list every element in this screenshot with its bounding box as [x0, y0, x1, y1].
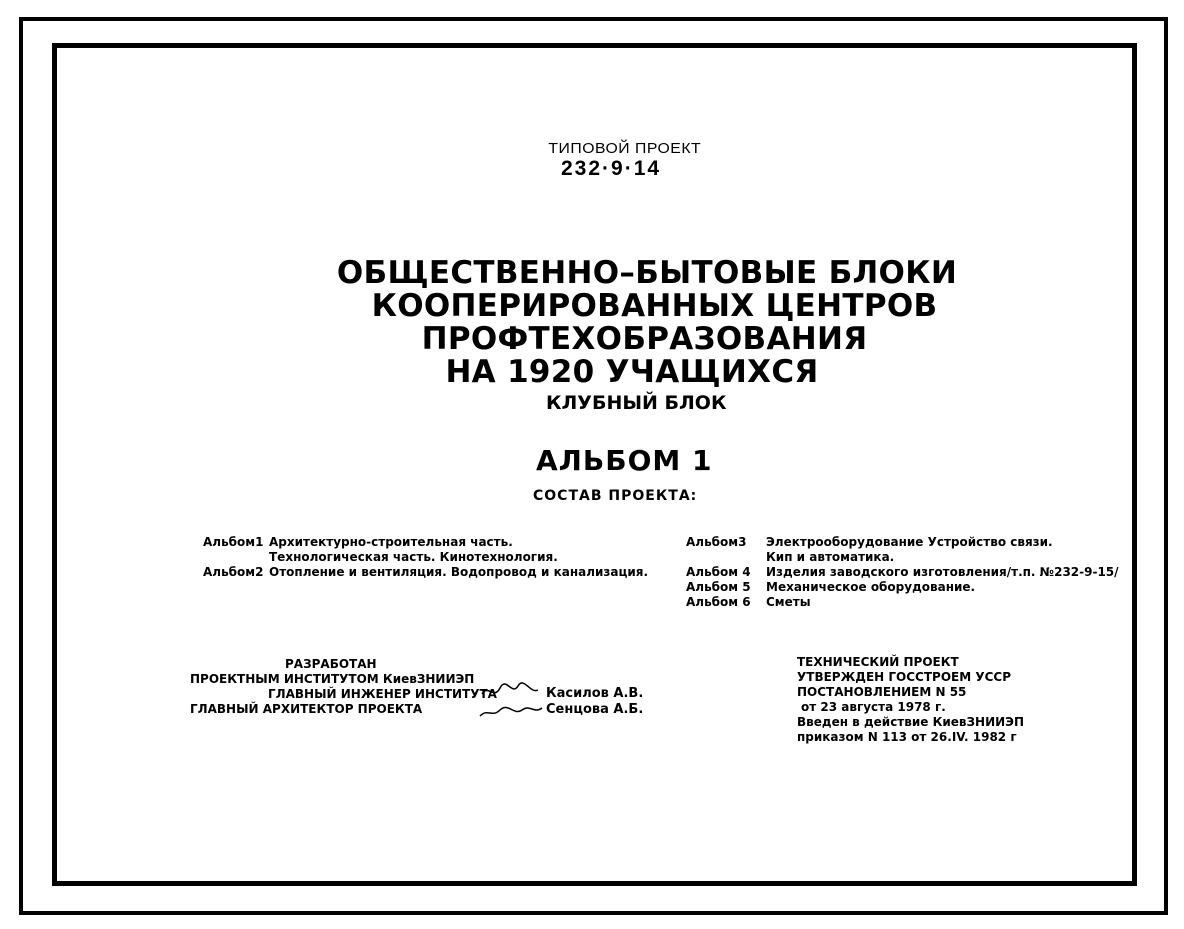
title-line-1: ОБЩЕСТВЕННО–БЫТОВЫЕ БЛОКИ [336, 255, 958, 291]
list-item [203, 535, 648, 550]
album-text: Технологическая часть. Кинотехнология. [269, 550, 558, 564]
list-item [686, 565, 1119, 580]
approval-line-5: Введен в действие КиевЗНИИЭП [797, 715, 1025, 729]
album-key: Альбом2 [203, 565, 264, 579]
album-key: Альбом 6 [686, 595, 751, 609]
title-line-2: КООПЕРИРОВАННЫХ ЦЕНТРОВ [371, 288, 938, 324]
developer-block [190, 657, 497, 717]
album-text: Изделия заводского изготовления/т.п. №232-9-15/ [766, 565, 1119, 579]
approval-line-1: ТЕХНИЧЕСКИЙ ПРОЕКТ [797, 655, 959, 669]
album-key [203, 550, 269, 565]
composition-label: СОСТАВ ПРОЕКТА: [533, 488, 698, 504]
album-text: Кип и автоматика. [766, 550, 895, 564]
approval-line-3: ПОСТАНОВЛЕНИЕМ N 55 [797, 685, 967, 699]
approval-line-6: приказом N 113 от 26.IV. 1982 г [797, 730, 1017, 744]
album-key: Альбом 4 [686, 565, 751, 579]
album-text: Отопление и вентиляция. Водопровод и канализация. [269, 565, 649, 579]
approval-block [797, 655, 1024, 745]
architect-signature [480, 707, 542, 716]
title-line-3: ПРОФТЕХОБРАЗОВАНИЯ [421, 321, 868, 357]
engineer-name: Касилов А.В. [546, 686, 644, 701]
list-item [686, 580, 1119, 595]
approval-line-4: от 23 августа 1978 г. [801, 700, 946, 714]
list-item [686, 550, 1119, 565]
album-text: Архитектурно-строительная часть. [269, 535, 513, 549]
album-text: Электрооборудование Устройство связи. [766, 535, 1053, 549]
list-item [203, 550, 648, 565]
album-key: Альбом1 [203, 535, 264, 549]
album-text: Механическое оборудование. [766, 580, 976, 594]
institute-line: ПРОЕКТНЫМ ИНСТИТУТОМ КиевЗНИИЭП [190, 672, 475, 686]
title-line-4: НА 1920 УЧАЩИХСЯ [445, 354, 819, 390]
subtitle: КЛУБНЫЙ БЛОК [546, 392, 727, 414]
chief-engineer-label: ГЛАВНЫЙ ИНЖЕНЕР ИНСТИТУТА [268, 687, 497, 701]
signatures [478, 680, 546, 720]
album-title: АЛЬБОМ 1 [536, 444, 713, 477]
album-key: Альбом3 [686, 535, 747, 549]
main-title [0, 257, 1184, 389]
list-item [686, 535, 1119, 550]
project-type-label: ТИПОВОЙ ПРОЕКТ [548, 140, 702, 157]
album-key [686, 550, 766, 565]
album-key: Альбом 5 [686, 580, 751, 594]
approval-line-2: УТВЕРЖДЕН ГОССТРОЕМ УССР [797, 670, 1011, 684]
engineer-signature [482, 683, 538, 694]
project-number: 232·9·14 [561, 157, 662, 180]
album-list-left [203, 535, 648, 580]
album-text: Сметы [766, 595, 811, 609]
developed-by-label: РАЗРАБОТАН [285, 657, 377, 671]
list-item [203, 565, 648, 580]
architect-name: Сенцова А.Б. [546, 702, 644, 717]
list-item [686, 595, 1119, 610]
chief-architect-label: ГЛАВНЫЙ АРХИТЕКТОР ПРОЕКТА [190, 702, 423, 716]
album-list-right [686, 535, 1119, 610]
